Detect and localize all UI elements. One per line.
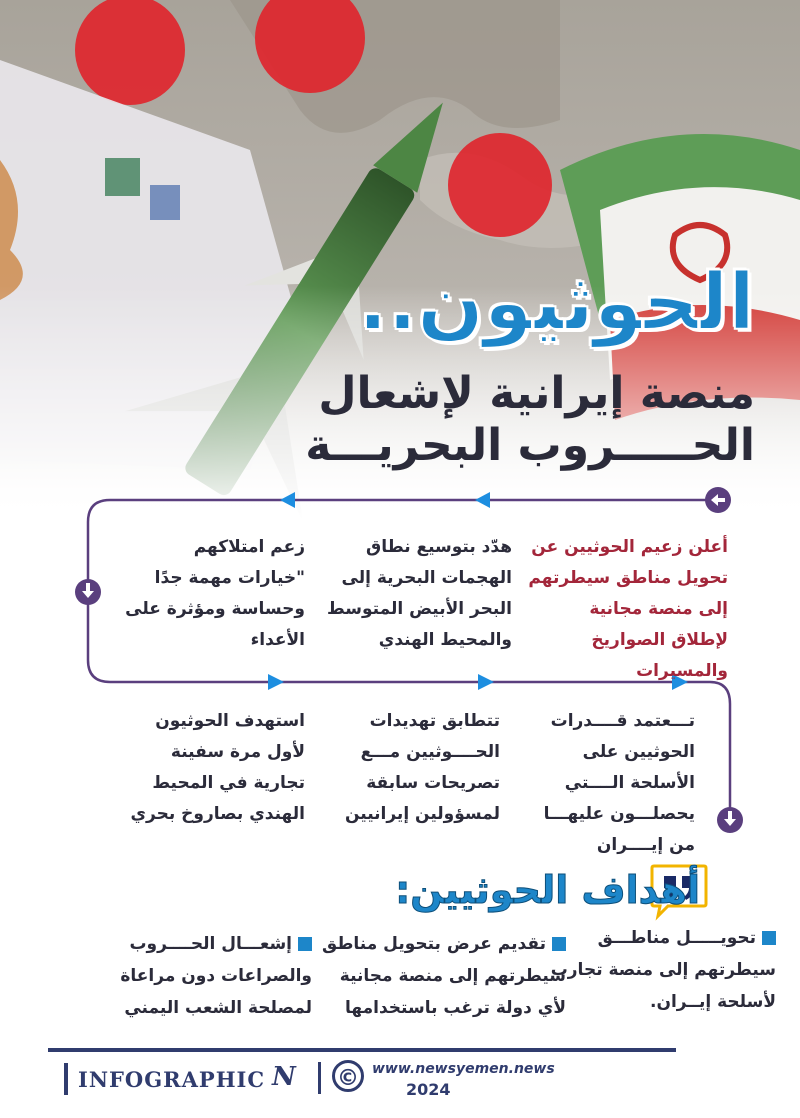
goals-heading: أهداف الحوثيين: (395, 868, 700, 912)
bullet-square-icon (762, 931, 776, 945)
bullet-square-icon (552, 937, 566, 951)
brand-logo-icon: N (272, 1062, 296, 1092)
arrow-right-icon (478, 674, 494, 690)
website-link[interactable]: www.newsyemen.news (372, 1061, 555, 1077)
goal-item-1: تحويـــــل مناطـــق سيطرتهم إلى منصة تجارب لأسلحة إيــران. (550, 928, 776, 1012)
node-down-arrow-icon (717, 807, 743, 833)
bullet-square-icon (298, 937, 312, 951)
page-subtitle-line-1: منصة إيرانية لإشعال (318, 368, 755, 419)
timeline-item-1: أعلن زعيم الحوثيين عن تحويل مناطق سيطرتهم إلى منصة مجانية لإطلاق الصواريخ والمسيرات (528, 537, 728, 681)
arrow-right-icon (268, 674, 284, 690)
arrow-left-icon (280, 492, 295, 508)
infographic-label: INFOGRAPHIC (64, 1062, 265, 1096)
footer-divider (48, 1048, 676, 1052)
footer-separator (318, 1062, 321, 1094)
label-bar (64, 1063, 68, 1095)
page-subtitle-line-2: الحـــــروب البحريـــة (305, 420, 755, 471)
timeline-item-3: زعم امتلاكهم "خيارات مهمة جدًا وحساسة ومؤثرة على الأعداء (125, 537, 305, 650)
timeline-item-6: استهدف الحوثيون لأول مرة سفينة تجارية في المحيط الهندي بصاروخ بحري (130, 711, 305, 824)
timeline-item-2: هدّد بتوسيع نطاق الهجمات البحرية إلى البحر الأبيض المتوسط والمحيط الهندي (327, 537, 512, 650)
timeline-item-5: تتطابق تهديدات الحــــوثيين مـــع تصريحات سابقة لمسؤولين إيرانيين (344, 711, 500, 824)
page-title: الحوثيون.. (357, 258, 755, 348)
node-down-arrow-icon (75, 579, 101, 605)
arrow-left-icon (475, 492, 490, 508)
footer-year: 2024 (406, 1080, 451, 1099)
goal-item-3: إشعـــال الحــــروب والصراعات دون مراعاة لمصلحة الشعب اليمني (120, 934, 312, 1018)
timeline-item-4: تـــعتمد قــــدرات الحوثيين على الأسلحة الــــتي يحصلـــون عليهـــا من إيــــران (543, 711, 695, 855)
goal-item-2: تقديم عرض بتحويل مناطق سيطرتهم إلى منصة مجانية لأي دولة ترغب باستخدامها (322, 934, 566, 1018)
start-node-left-arrow-icon (705, 487, 731, 513)
copyright-icon: © (332, 1060, 364, 1092)
